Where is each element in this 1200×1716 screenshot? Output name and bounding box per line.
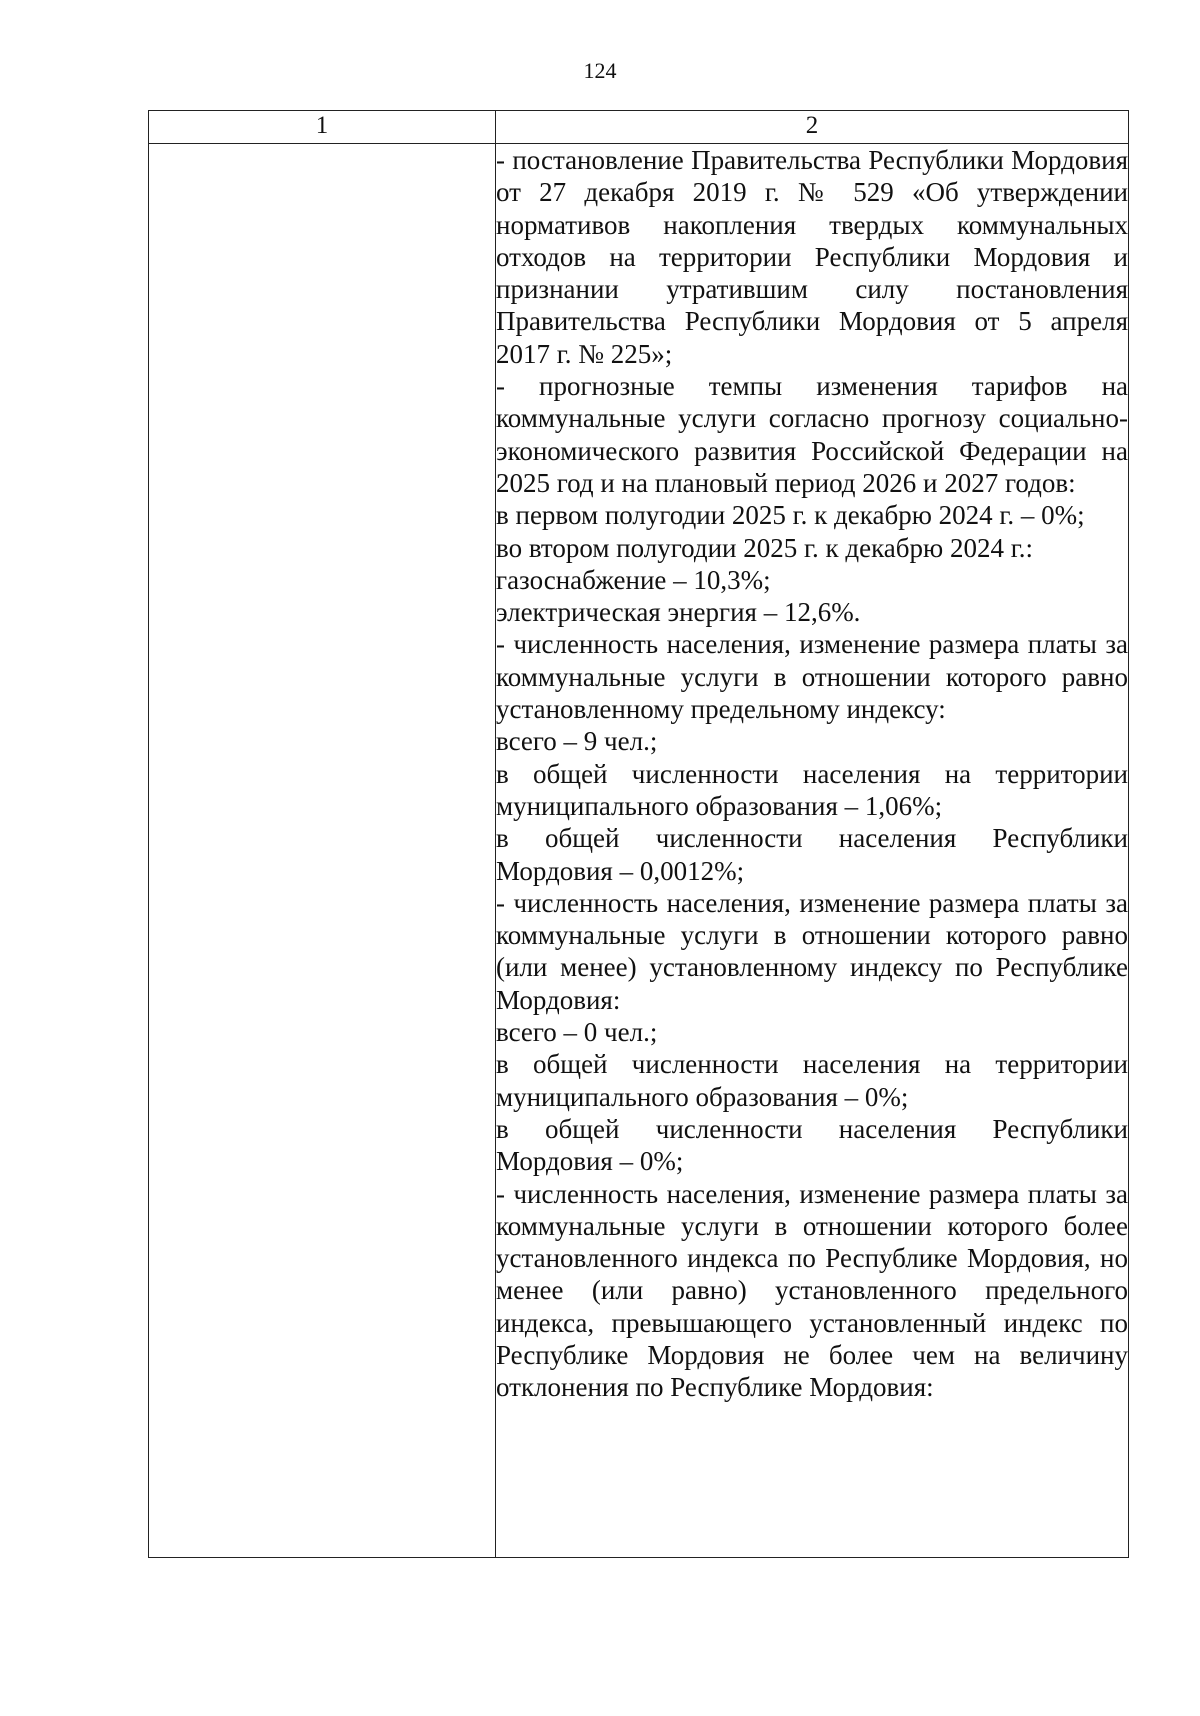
column-2-cell	[496, 144, 1129, 1558]
paragraph-republic-share-2: в общей численности населения Республики Мордовия – 0%;	[496, 1113, 1128, 1177]
paragraph-municipal-share-2: в общей численности населения на территории муниципального образования – 0%;	[496, 1049, 1128, 1112]
paragraph-total-0: всего – 0 чел.;	[496, 1017, 658, 1048]
paragraph-total-9: всего – 9 чел.;	[496, 726, 658, 757]
column-header-2: 2	[496, 111, 1129, 144]
paragraph-population-above-index: - численность населения, изменение размера платы за коммунальные услуги в отношении которого более установленного индекса по Республике Мордовия, но менее (или равно) установленного предельного индекса, превышающего установленный индекс по Республике Мордовия не более чем на величину отклонения по Республике Мордовия:	[496, 1178, 1128, 1403]
table-row	[149, 144, 1129, 1558]
paragraph-resolution: - постановление Правительства Республики Мордовия от 27 декабря 2019 г. № 529 «Об утверждении нормативов накопления твердых коммунальных отходов на территории Республики Мордовия и признании утратившим силу постановления Правительства Республики Мордовия от 5 апреля 2017 г. № 225»;	[496, 145, 1128, 369]
table-header-row	[149, 111, 1129, 144]
paragraph-gas: газоснабжение – 10,3%;	[496, 564, 771, 595]
column-header-1: 1	[149, 111, 496, 144]
paragraph-municipal-share-1: в общей численности населения на территории муниципального образования – 1,06%;	[496, 758, 1128, 821]
column-1-cell	[149, 144, 496, 1558]
paragraph-first-half: в первом полугодии 2025 г. к декабрю 2024 г. – 0%;	[496, 500, 1085, 531]
page-number: 124	[583, 58, 617, 83]
paragraph-tariff-forecast: - прогнозные темпы изменения тарифов на коммунальные услуги согласно прогнозу социально-экономического развития Российской Федерации на 2025 год и на плановый период 2026 и 2027 годов:	[496, 371, 1128, 498]
paragraph-population-equal-limit: - численность населения, изменение размера платы за коммунальные услуги в отношении которого равно установленному предельному индексу:	[496, 629, 1128, 725]
paragraph-second-half: во втором полугодии 2025 г. к декабрю 2024 г.:	[496, 532, 1033, 563]
paragraph-population-equal-index: - численность населения, изменение размера платы за коммунальные услуги в отношении которого равно (или менее) установленному индексу по Республике Мордовия:	[496, 887, 1128, 1015]
document-table	[148, 110, 1129, 1558]
paragraph-republic-share-1: в общей численности населения Республики Мордовия – 0,0012%;	[496, 823, 1128, 886]
paragraph-electricity: электрическая энергия – 12,6%.	[496, 597, 861, 628]
